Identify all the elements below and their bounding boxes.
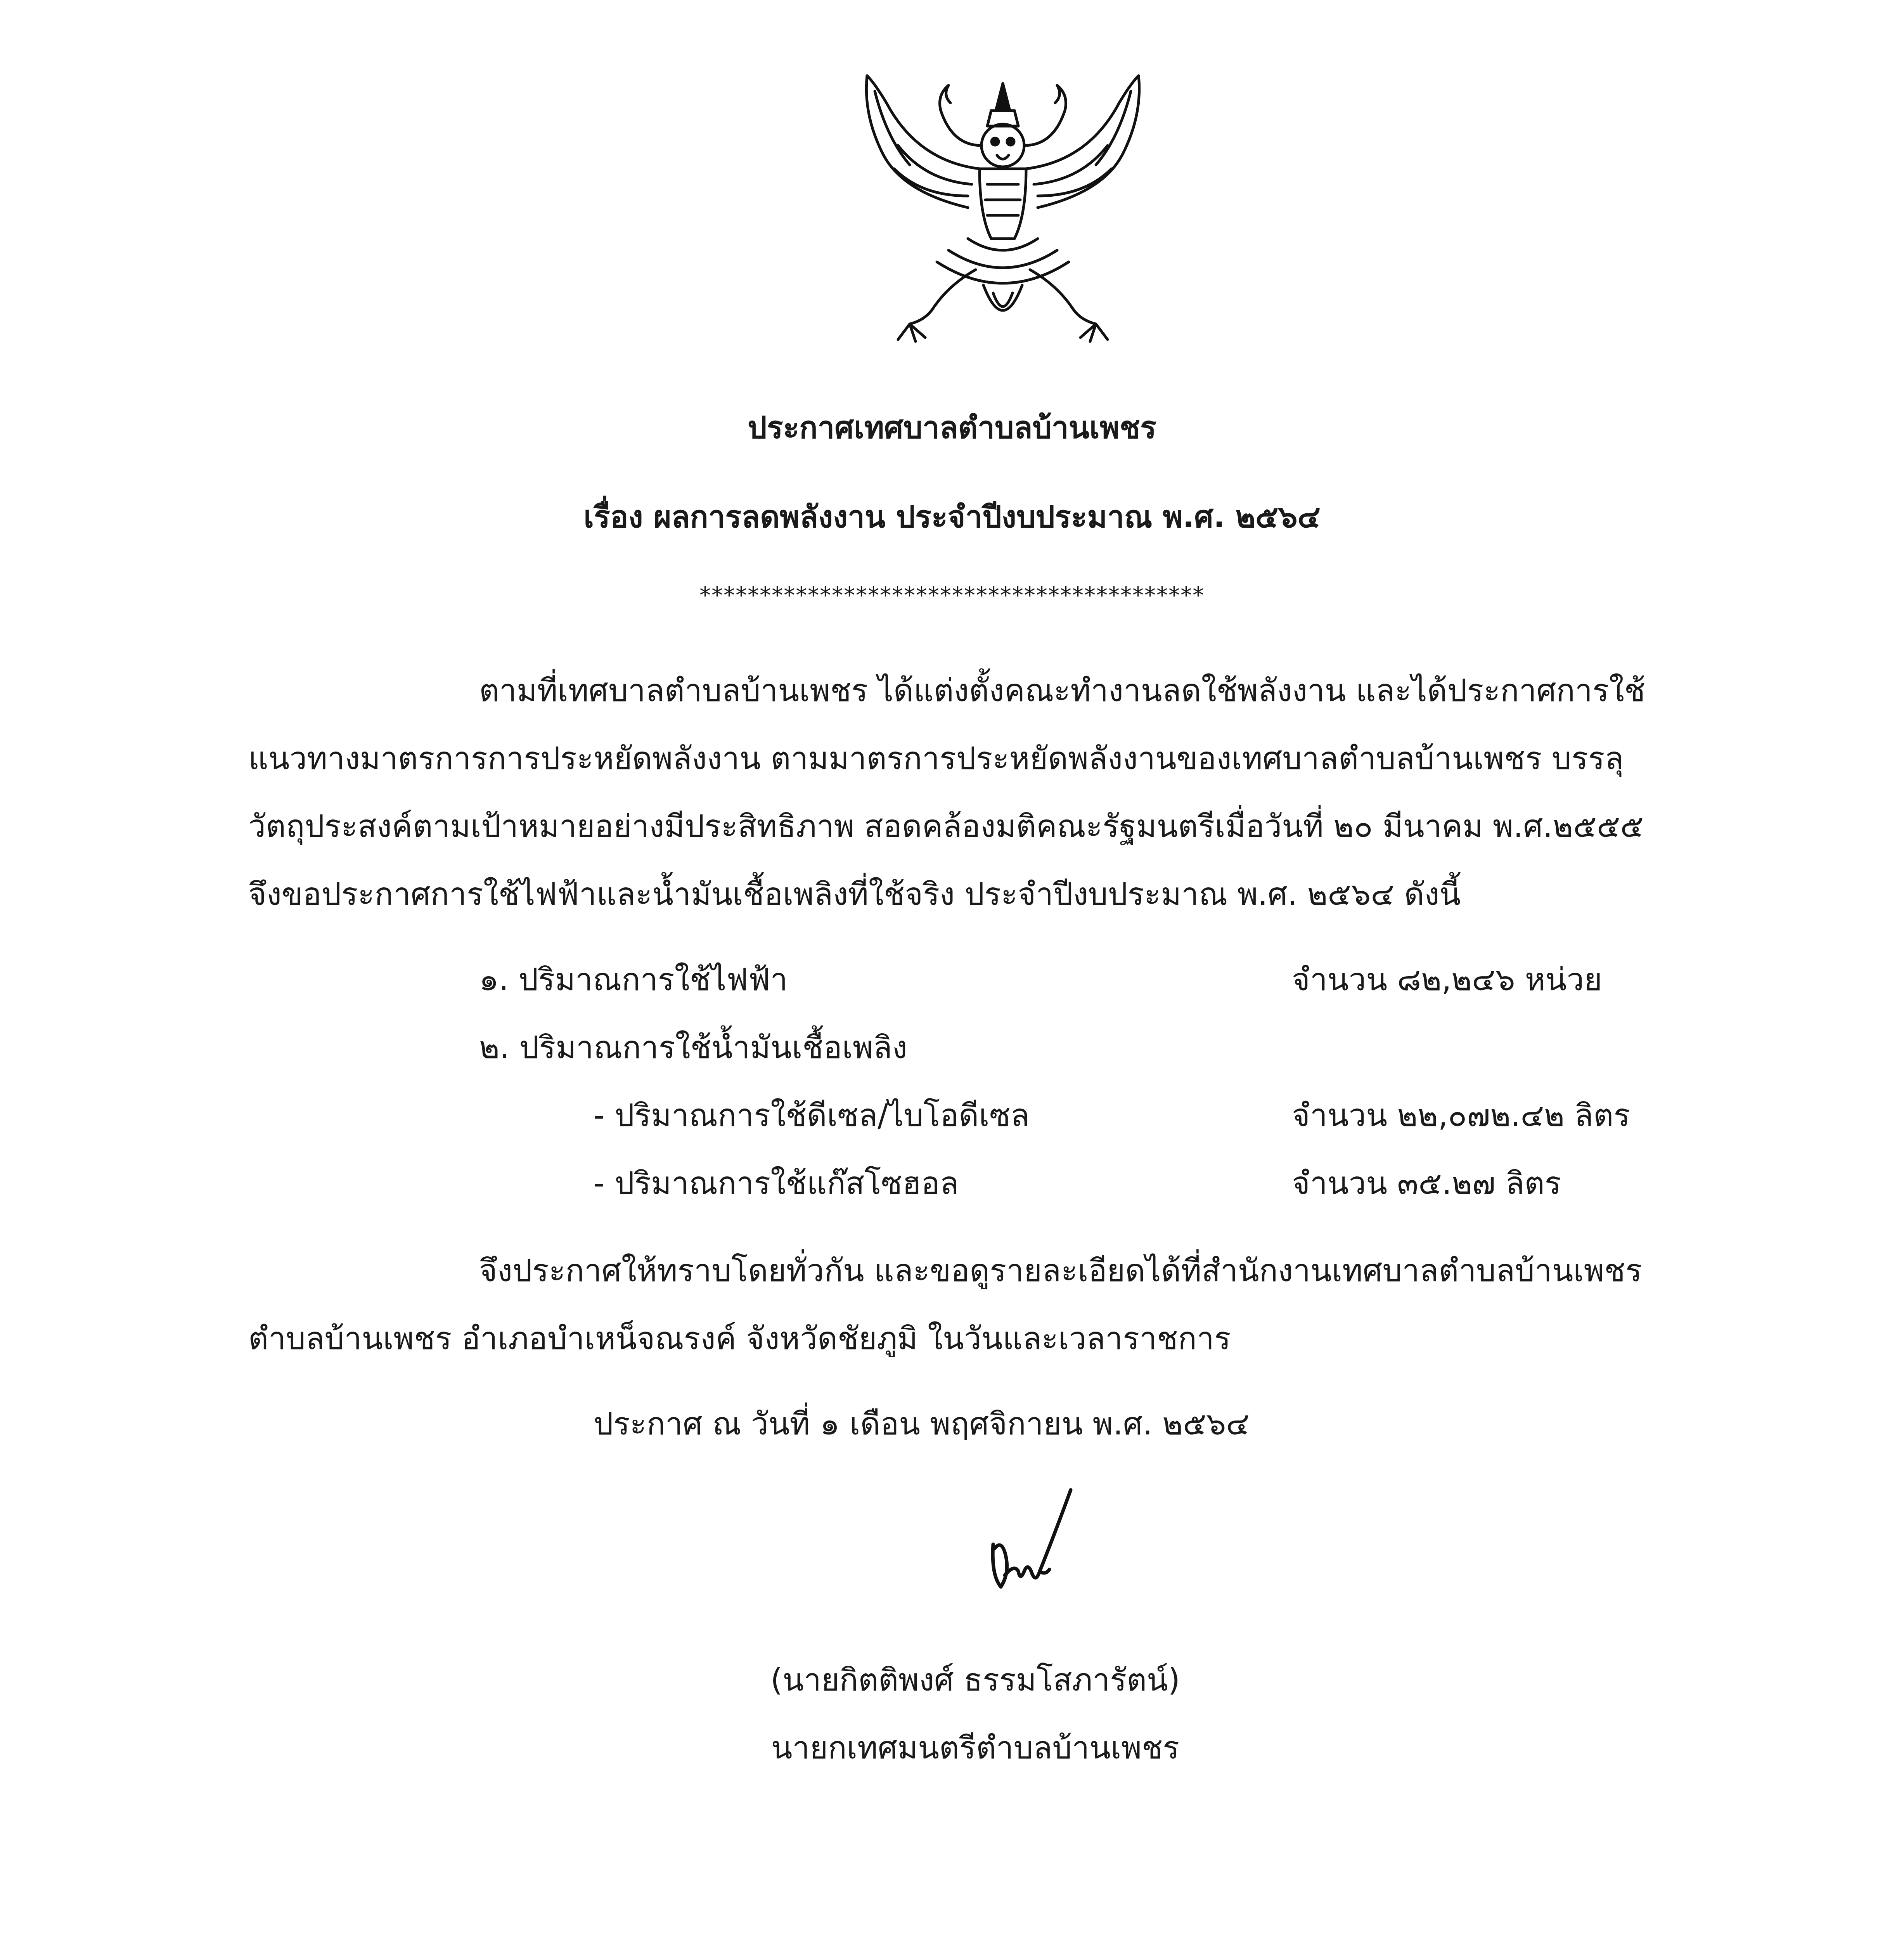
separator-stars: ******************************************	[699, 582, 1205, 608]
item-gasohol-amount: จำนวน ๓๕.๒๗ ลิตร	[1292, 1165, 1561, 1201]
announcement-subject: เรื่อง ผลการลดพลังงาน ประจำปีงบประมาณ พ.ศ. ๒๕๖๔	[583, 500, 1321, 535]
item-electricity-label: ๑. ปริมาณการใช้ไฟฟ้า	[479, 961, 788, 998]
item-gasohol-label: - ปริมาณการใช้แก๊สโซฮอล	[594, 1165, 959, 1201]
intro-line-2: แนวทางมาตรการการประหยัดพลังงาน ตามมาตรการประหยัดพลังงานของเทศบาลตำบลบ้านเพชร บรรลุ	[248, 740, 1624, 776]
closing-line-2: ตำบลบ้านเพชร อำเภอบำเหน็จณรงค์ จังหวัดชัยภูมิ ในวันและเวลาราชการ	[248, 1320, 1231, 1356]
intro-line-3: วัตถุประสงค์ตามเป้าหมายอย่างมีประสิทธิภาพ สอดคล้องมติคณะรัฐมนตรีเมื่อวันที่ ๒๐ มีนาคม พ.ศ.๒๕๕๕	[248, 808, 1644, 844]
item-electricity-amount: จำนวน ๘๒,๒๔๖ หน่วย	[1292, 961, 1603, 998]
closing-line-1: จึงประกาศให้ทราบโดยทั่วกัน และขอดูรายละเอียดได้ที่สำนักงานเทศบาลตำบลบ้านเพชร	[479, 1252, 1642, 1289]
announcement-date: ประกาศ ณ วันที่ ๑ เดือน พฤศจิกายน พ.ศ. ๒๕๖๔	[594, 1406, 1250, 1442]
item-fuel-label: ๒. ปริมาณการใช้น้ำมันเชื้อเพลิง	[479, 1029, 907, 1065]
signatory-position: นายกเทศมนตรีตำบลบ้านเพชร	[771, 1730, 1180, 1766]
signature-icon	[978, 1474, 1094, 1630]
item-diesel-amount: จำนวน ๒๒,๐๗๒.๔๒ ลิตร	[1292, 1097, 1631, 1133]
announcement-title: ประกาศเทศบาลตำบลบ้านเพชร	[748, 411, 1156, 445]
signatory-name: (นายกิตติพงศ์ ธรรมโสภารัตน์)	[770, 1662, 1180, 1698]
garuda-emblem-icon	[852, 68, 1154, 355]
item-diesel-label: - ปริมาณการใช้ดีเซล/ไบโอดีเซล	[594, 1097, 1030, 1133]
intro-line-1: ตามที่เทศบาลตำบลบ้านเพชร ได้แต่งตั้งคณะทำงานลดใช้พลังงาน และได้ประกาศการใช้	[479, 672, 1646, 708]
intro-line-4: จึงขอประกาศการใช้ไฟฟ้าและน้ำมันเชื้อเพลิงที่ใช้จริง ประจำปีงบประมาณ พ.ศ. ๒๕๖๔ ดังนี้	[248, 876, 1461, 912]
